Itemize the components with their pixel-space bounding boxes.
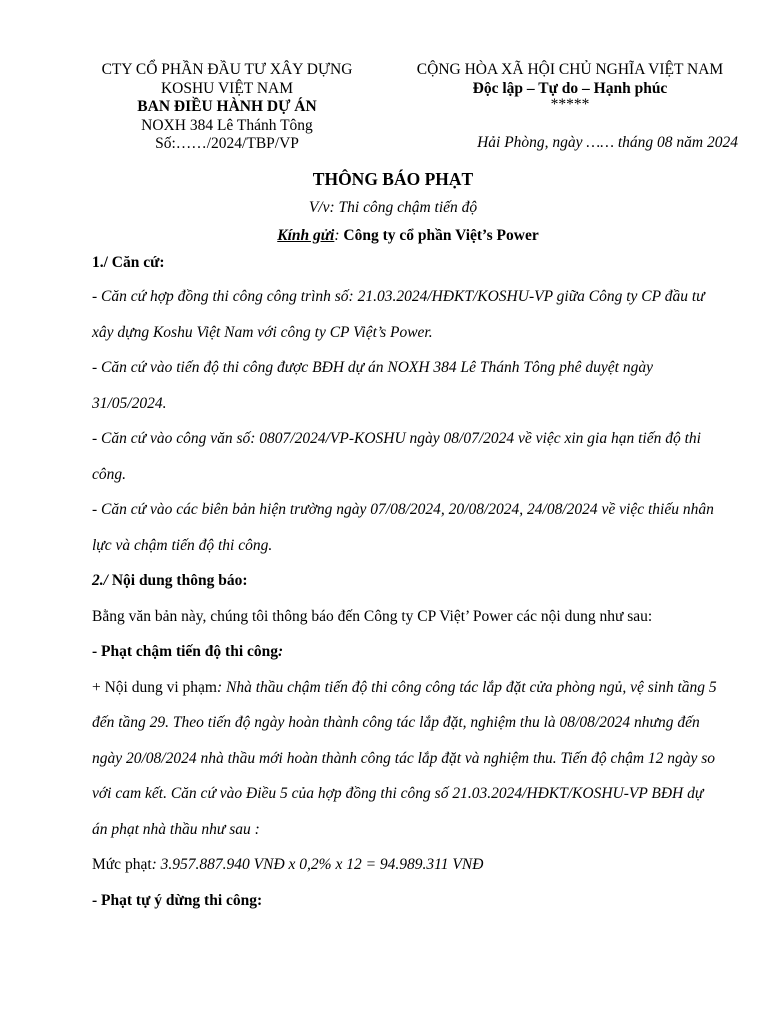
penalty-delay-colon: :	[278, 643, 284, 660]
company-name-line1: CTY CỔ PHẦN ĐẦU TƯ XÂY DỰNG	[101, 61, 353, 78]
project-name: NOXH 384 Lê Thánh Tông	[141, 116, 313, 134]
penalty-stop-heading: - Phạt tự ý dừng thi công:	[92, 891, 263, 909]
penalty-delay-heading	[92, 634, 722, 670]
document-body	[92, 253, 722, 918]
section-basis-heading: 1./ Căn cứ:	[92, 254, 165, 271]
motto-stars: *****	[550, 96, 590, 113]
violation-label: + Nội dung vi phạm	[92, 678, 217, 696]
penalty-delay-title: - Phạt chậm tiến độ thi công	[92, 643, 278, 660]
basis-item-4: - Căn cứ vào các biên bản hiện trường ngày 07/08/2024, 20/08/2024, 24/08/2024 về việc thiếu nhân lực và chậm tiến độ thi công.	[92, 501, 714, 554]
section-content-title: Nội dung thông báo:	[107, 572, 248, 589]
recipient-line	[0, 227, 768, 245]
section-content-number: 2./	[92, 572, 108, 589]
fine-paragraph	[92, 847, 722, 883]
national-heading	[392, 61, 748, 112]
document-number: Số:……/2024/TBP/VP	[155, 135, 299, 152]
document-subject: V/v: Thi công chậm tiến độ	[308, 199, 478, 216]
national-motto: Độc lập – Tự do – Hạnh phúc	[472, 79, 668, 97]
fine-calculation: : 3.957.887.940 VNĐ x 0,2% x 12 = 94.989.311 VNĐ	[151, 856, 484, 873]
board-name: BAN ĐIỀU HÀNH DỰ ÁN	[137, 98, 317, 115]
basis-item-2: - Căn cứ vào tiến độ thi công được BĐH dự án NOXH 384 Lê Thánh Tông phê duyệt ngày 31/05/2024.	[92, 359, 653, 412]
violation-paragraph	[92, 670, 722, 848]
notice-intro: Bằng văn bản này, chúng tôi thông báo đến Công ty CP Việt’ Power các nội dung như sau:	[92, 607, 653, 625]
company-name-line2: KOSHU VIỆT NAM	[160, 79, 294, 97]
place-date: Hải Phòng, ngày …… tháng 08 năm 2024	[477, 134, 738, 151]
recipient-separator: :	[334, 227, 344, 244]
nation-name: CỘNG HÒA XÃ HỘI CHỦ NGHĨA VIỆT NAM	[416, 61, 724, 78]
basis-item-3: - Căn cứ vào công văn số: 0807/2024/VP-KOSHU ngày 08/07/2024 về việc xin gia hạn tiến độ thi công.	[92, 430, 701, 483]
document-title: THÔNG BÁO PHẠT	[312, 169, 474, 189]
recipient-name: Công ty cổ phần Việt’s Power	[343, 227, 539, 244]
basis-item-1: - Căn cứ hợp đồng thi công công trình số: 21.03.2024/HĐKT/KOSHU-VP giữa Công ty CP đầu tư xây dựng Koshu Việt Nam với công ty CP Việt’s Power.	[92, 288, 705, 341]
violation-text: : Nhà thầu chậm tiến độ thi công công tác lắp đặt cửa phòng ngủ, vệ sinh tầng 5 đến tầng 29. Theo tiến độ ngày hoàn thành công tác lắp đặt, nghiệm thu là 08/08/2024 nhưng đến ngày 20/08/2024 nhà thầu mới hoàn thành công tác lắp đặt và nghiệm thu. Tiến độ chậm 12 ngày so với cam kết. Căn cứ vào Điều 5 của hợp đồng thi công số 21.03.2024/HĐKT/KOSHU-VP BĐH dự án phạt nhà thầu như sau :	[92, 678, 717, 838]
section-content-heading	[92, 563, 722, 599]
issuer-block	[80, 61, 374, 154]
recipient-label: Kính gửi	[277, 227, 335, 244]
fine-label: Mức phạt	[92, 856, 152, 873]
